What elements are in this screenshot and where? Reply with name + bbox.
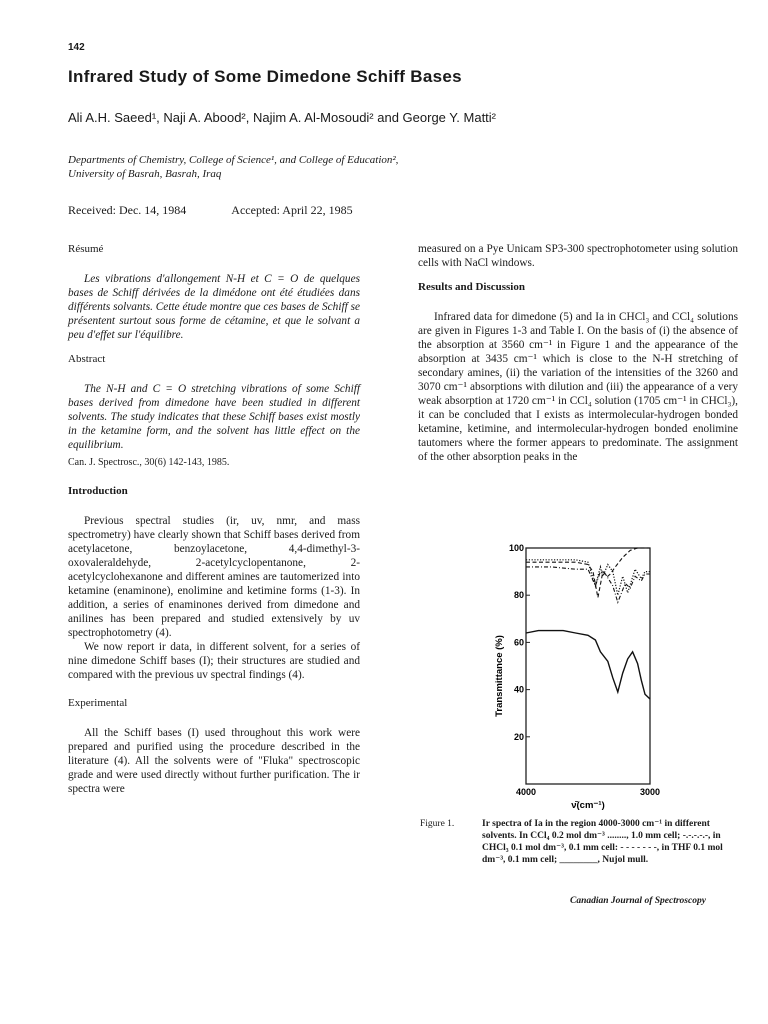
affiliation <box>68 153 588 181</box>
introduction-paragraph-2: We now report ir data, in different solvent, for a series of nine dimedone Schiff bases (I); their structures are studied and compared with the previous uv spectral findings (4). <box>68 641 360 681</box>
affiliation-line-1: Departments of Chemistry, College of Science¹, and College of Education², <box>68 154 399 166</box>
received-date: Received: Dec. 14, 1984 <box>68 203 187 217</box>
abstract-heading: Abstract <box>68 353 106 365</box>
x-tick-label: 3000 <box>639 787 661 797</box>
ir-spectrum-chart <box>490 540 670 810</box>
citation: Can. J. Spectrosc., 30(6) 142-143, 1985. <box>68 457 230 468</box>
figure-1 <box>490 540 670 810</box>
results-heading: Results and Discussion <box>418 281 525 293</box>
spectrum-line-dotted <box>526 560 650 595</box>
y-tick-label: 80 <box>513 590 524 601</box>
y-tick-label: 20 <box>513 731 524 742</box>
figure-label: Figure 1. <box>420 819 455 829</box>
x-tick-label: 4000 <box>515 787 537 797</box>
resume-heading: Résumé <box>68 243 104 255</box>
author-list: Ali A.H. Saeed¹, Naji A. Abood², Najim A. Al-Mosoudi² and George Y. Matti² <box>68 110 497 125</box>
resume-text: Les vibrations d'allongement N-H et C = O de quelques bases de Schiff dérivées de la dimédone ont été étudiées dans différents solvants. Cette étude montre que ces bases de Schiff se présentent surtout sous forme de cétamine, et que le solvant a peu d'effet sur l'équilibre. <box>68 273 360 341</box>
y-tick-label: 60 <box>513 637 524 648</box>
dates-line <box>68 203 353 218</box>
spectrum-line-dashed <box>526 548 650 598</box>
journal-footer: Canadian Journal of Spectroscopy <box>570 896 706 906</box>
abstract-text: The N-H and C = O stretching vibrations of some Schiff bases derived from dimedone have been studied in different solvents. The study indicates that these Schiff bases exist mostly in the ketamine form, and the solvent has little effect on the equilibrium. <box>68 383 360 451</box>
spectrum-line-dash-dot <box>526 567 650 602</box>
accepted-date: Accepted: April 22, 1985 <box>231 203 353 217</box>
page-number: 142 <box>68 42 85 53</box>
right-column <box>418 242 738 464</box>
affiliation-line-2: University of Basrah, Basrah, Iraq <box>68 168 222 180</box>
y-tick-label: 100 <box>508 543 524 553</box>
figure-caption-text: Ir spectra of Ia in the region 4000-3000 cm⁻¹ in different solvents. In CCl₄ 0.2 mol dm⁻³ ........, 1.0 mm cell; -.-.-.-.-, in CHCl₃ 0.1 mol dm⁻³, 0.1 mm cell: - - - - - - -, in THF 0.1 mol dm⁻³, 0.1 mm cell; ________, Nujol mull. <box>482 819 723 865</box>
introduction-paragraph-1: Previous spectral studies (ir, uv, nmr, and mass spectrometry) have clearly shown that Schiff bases derived from acetylacetone, benzoylacetone, 4,4-dimethyl-3-oxovaleraldehyde, 2-acetylcyclopentanone, 2-acetylcyclohexanone and different amines are tautomerized into ketamine (enaminone), enolimine and ketimine forms (1-3). In addition, a series of enaminones derived from dimedone and anilines has been prepared and studied extensively by uv spectrophotometry (4). <box>68 515 360 639</box>
results-paragraph: Infrared data for dimedone (5) and Ia in CHCl₃ and CCl₄ solutions are given in Figures 1-3 and Table I. On the basis of (i) the absence of the absorption at 3560 cm⁻¹ in Figure 1 and the appearance of the absorption at 3435 cm⁻¹ which is close to the N-H stretching of secondary amines, (ii) the variation of the intensities of the 3260 and 3070 cm⁻¹ absorptions with dilution and (iii) the appearance of a very weak absorption at 1720 cm⁻¹ in CCl₄ solution (1705 cm⁻¹ in CHCl₃), it can be concluded that I exists as intermolecular-hydrogen bonded ketamine, ketimine, and intermolecular-hydrogen bonded enolimine tautomers where the former appears to predominate. The assignment of the other absorption peaks in the <box>418 311 738 463</box>
paper-title: Infrared Study of Some Dimedone Schiff Bases <box>68 67 462 86</box>
experimental-heading: Experimental <box>68 697 128 709</box>
y-tick-label: 40 <box>513 684 524 695</box>
spectrum-line-solid <box>526 631 650 699</box>
x-axis-label: ν̄(cm⁻¹) <box>571 800 605 810</box>
left-column <box>68 242 360 796</box>
method-continuation: measured on a Pye Unicam SP3-300 spectrophotometer using solution cells with NaCl windows. <box>418 243 738 269</box>
experimental-paragraph: All the Schiff bases (I) used throughout this work were prepared and purified using the procedure described in the literature (4). All the solvents were of "Fluka" spectroscopic grade and were used directly without further purification. The ir spectra were <box>68 727 360 795</box>
y-axis-label: Transmittance (%) <box>494 635 505 717</box>
plot-frame <box>526 548 650 784</box>
introduction-heading: Introduction <box>68 485 128 497</box>
